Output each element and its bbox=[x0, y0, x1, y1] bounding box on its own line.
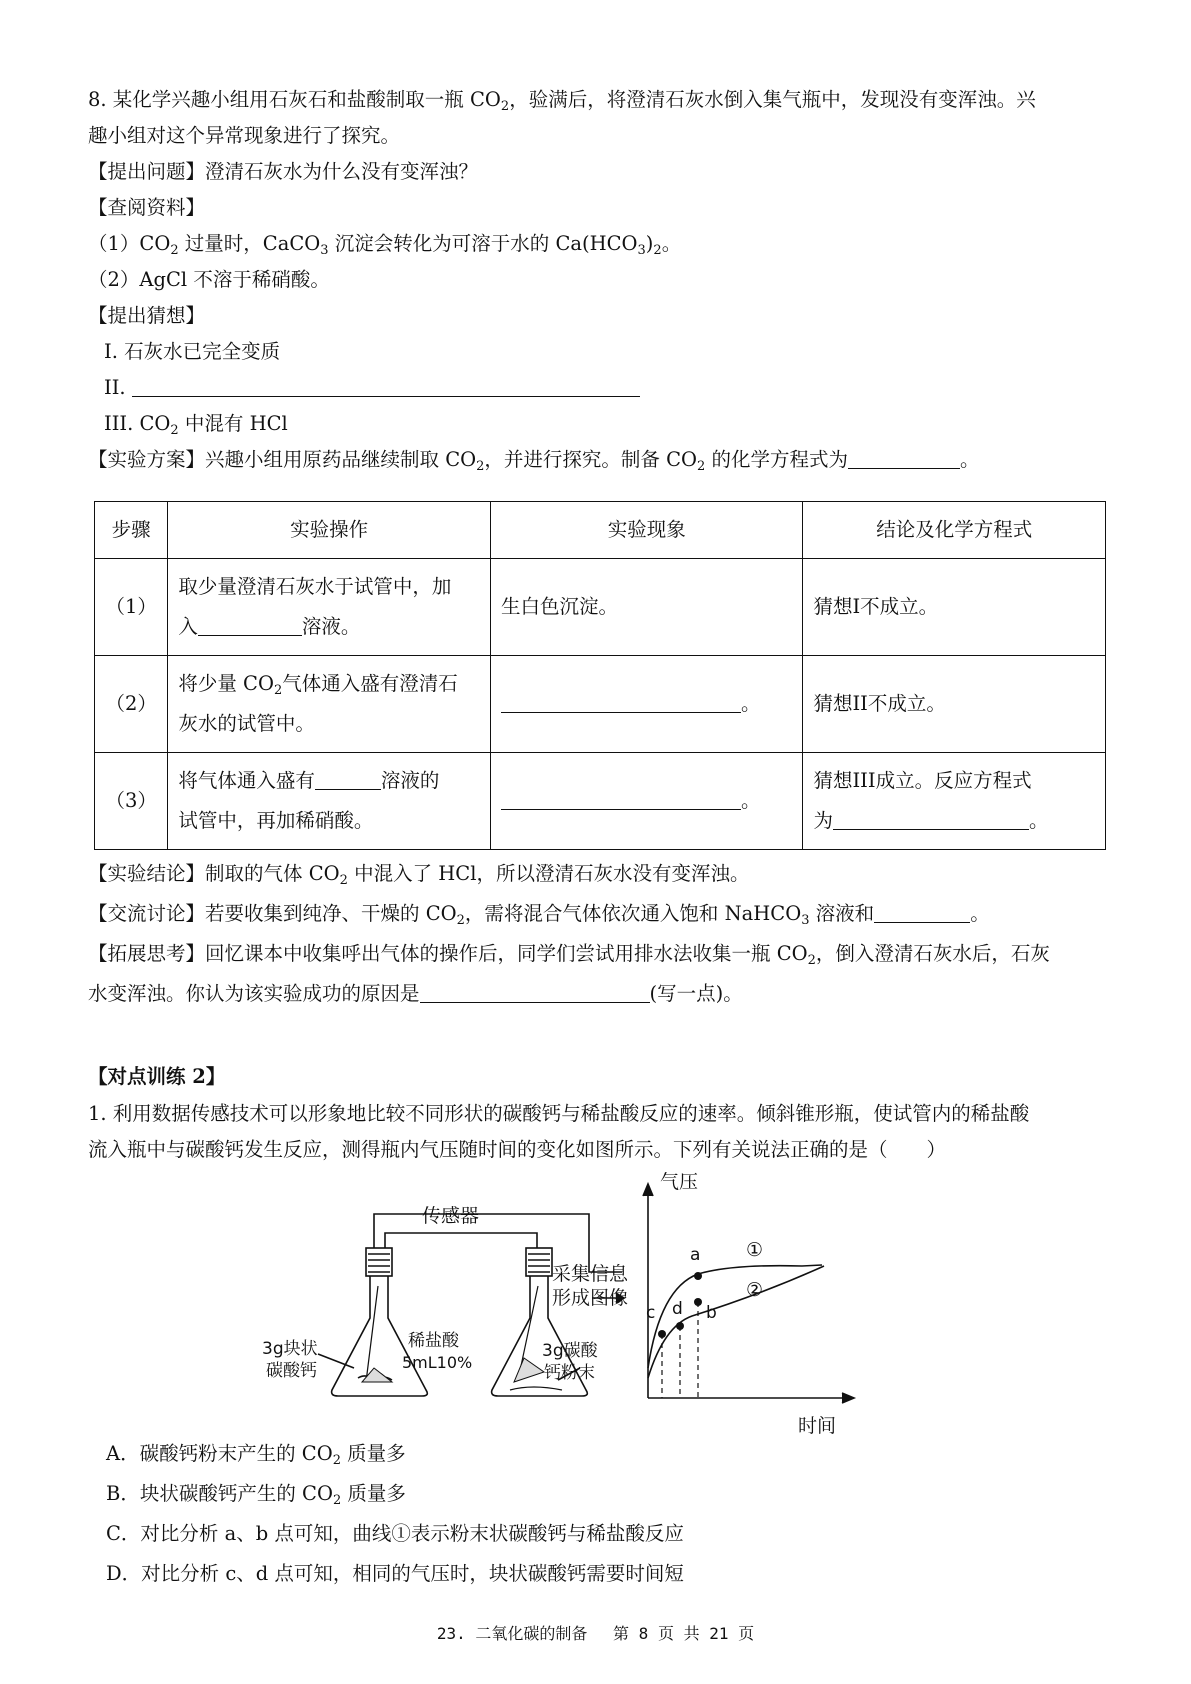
reagent-blank[interactable] bbox=[198, 615, 302, 636]
collect-label-1: 采集信息 bbox=[552, 1263, 629, 1285]
phenomenon-cell: 生白色沉淀。 bbox=[490, 559, 803, 656]
question-head: 【提出问题】澄清石灰水为什么没有变浑浊？ bbox=[88, 160, 479, 183]
q8-line1: 8. 某化学兴趣小组用石灰石和盐酸制取一瓶 $CO_2$，验满后，将澄清石灰水倒入集气瓶中，发现没有变浑浊。兴 bbox=[88, 88, 1036, 114]
training-head: 【对点训练 2】 bbox=[88, 1065, 226, 1088]
info-item-1: $(1)CO_2$ 过量时，CaCO$_3$ 沉淀会转化为可溶于水的 $Ca(HCO_3)_2$。 bbox=[88, 232, 682, 258]
point-c bbox=[658, 1330, 666, 1338]
solution-blank[interactable] bbox=[315, 769, 381, 790]
reason-blank[interactable] bbox=[420, 982, 650, 1003]
point-b-label: b bbox=[706, 1303, 717, 1323]
powder-label-1: 3g碳酸 bbox=[542, 1341, 598, 1361]
operation-cell: 取少量澄清石灰水于试管中，加 入 溶液。 bbox=[168, 559, 491, 656]
left-flask bbox=[332, 1248, 428, 1396]
point-a-label: a bbox=[690, 1245, 701, 1265]
conclusion-cell: 猜想I不成立。 bbox=[803, 559, 1106, 656]
point-d bbox=[676, 1322, 684, 1330]
acid-label-2: 5mL10% bbox=[402, 1353, 473, 1372]
guess-head: 【提出猜想】 bbox=[88, 304, 206, 327]
step-cell: （2） bbox=[95, 656, 168, 753]
powder-label-2: 钙粉末 bbox=[544, 1363, 595, 1383]
info-item-2: （2）AgCl 不溶于稀硝酸。 bbox=[88, 268, 330, 291]
operation-cell: 将气体通入盛有 溶液的 试管中，再加稀硝酸。 bbox=[168, 753, 491, 850]
point-a bbox=[694, 1272, 702, 1280]
guess-3: III. $CO_2$ 中混有 HCl bbox=[104, 412, 288, 438]
curve-1-label: ① bbox=[746, 1239, 764, 1261]
table-header-row bbox=[95, 502, 1106, 559]
discussion: 【交流讨论】若要收集到纯净、干燥的 $CO_2$，需将混合气体依次通入饱和 NaHCO$_3$ 溶液和 。 bbox=[88, 902, 990, 928]
guess-2-blank[interactable] bbox=[132, 376, 640, 397]
header-phenomenon: 实验现象 bbox=[490, 502, 803, 559]
header-step: 步骤 bbox=[95, 502, 168, 559]
conclusion-cell: 猜想III成立。反应方程式 为 。 bbox=[803, 753, 1106, 850]
experiment-conclusion: 【实验结论】制取的气体 $CO_2$ 中混入了 HCl，所以澄清石灰水没有变浑浊。 bbox=[88, 862, 750, 888]
desiccant-blank[interactable] bbox=[874, 902, 970, 923]
guess-2: II. bbox=[104, 374, 640, 402]
sensor-wire-inner bbox=[385, 1233, 537, 1248]
header-operation: 实验操作 bbox=[168, 502, 491, 559]
time-axis-label: 时间 bbox=[798, 1415, 837, 1437]
guess-1: I. 石灰水已完全变质 bbox=[104, 340, 281, 363]
option-d[interactable]: D．对比分析 c、d 点可知，相同的气压时，块状碳酸钙需要时间短 bbox=[106, 1562, 684, 1585]
header-conclusion: 结论及化学方程式 bbox=[803, 502, 1106, 559]
experiment-figure bbox=[262, 1168, 934, 1408]
step-cell: （1） bbox=[95, 559, 168, 656]
experiment-table bbox=[94, 501, 1106, 850]
table-row bbox=[95, 559, 1106, 656]
option-a[interactable]: A．碳酸钙粉末产生的 $CO_2$ 质量多 bbox=[106, 1442, 406, 1468]
curve-2 bbox=[648, 1266, 824, 1378]
point-d-label: d bbox=[672, 1299, 683, 1319]
phenomenon-blank[interactable] bbox=[501, 789, 741, 810]
left-label-leader bbox=[318, 1354, 354, 1368]
lump-label-2: 碳酸钙 bbox=[266, 1361, 317, 1381]
q8-line2: 趣小组对这个异常现象进行了探究。 bbox=[88, 124, 401, 147]
conclusion-cell: 猜想II不成立。 bbox=[803, 656, 1106, 753]
option-b[interactable]: B．块状碳酸钙产生的 $CO_2$ 质量多 bbox=[106, 1482, 406, 1508]
point-c-label: c bbox=[646, 1303, 656, 1323]
phenomenon-blank[interactable] bbox=[501, 692, 741, 713]
plan-line: 【实验方案】兴趣小组用原药品继续制取 $CO_2$，并进行探究。制备 $CO_2$ 的化学方程式为 。 bbox=[88, 448, 980, 474]
y-axis-label: 气压 bbox=[660, 1171, 699, 1193]
acid-label-1: 稀盐酸 bbox=[408, 1331, 459, 1351]
q1-line2: 流入瓶中与碳酸钙发生反应，测得瓶内气压随时间的变化如图所示。下列有关说法正确的是（ ） bbox=[88, 1138, 947, 1161]
phenomenon-cell: 。 bbox=[490, 753, 803, 850]
q1-line1: 1. 利用数据传感技术可以形象地比较不同形状的碳酸钙与稀盐酸反应的速率。倾斜锥形瓶，使试管内的稀盐酸 bbox=[88, 1102, 1030, 1125]
option-c[interactable]: C．对比分析 a、b 点可知，曲线①表示粉末状碳酸钙与稀盐酸反应 bbox=[106, 1522, 684, 1545]
table-row bbox=[95, 656, 1106, 753]
expand-line1: 【拓展思考】回忆课本中收集呼出气体的操作后，同学们尝试用排水法收集一瓶 $CO_2$，倒入澄清石灰水后，石灰 bbox=[88, 942, 1050, 968]
info-head: 【查阅资料】 bbox=[88, 196, 206, 219]
expand-line2: 水变浑浊。你认为该实验成功的原因是 (写一点)。 bbox=[88, 982, 743, 1005]
equation-blank[interactable] bbox=[848, 448, 960, 469]
point-b bbox=[694, 1298, 702, 1306]
phenomenon-cell: 。 bbox=[490, 656, 803, 753]
page-footer: 23. 二氧化碳的制备 第 8 页 共 21 页 bbox=[436, 1624, 755, 1643]
sensor-label: 传感器 bbox=[422, 1205, 480, 1227]
reaction-equation-blank[interactable] bbox=[833, 809, 1029, 830]
step-cell: （3） bbox=[95, 753, 168, 850]
table-row bbox=[95, 753, 1106, 850]
operation-cell: 将少量 $CO_2$气体通入盛有澄清石 灰水的试管中。 bbox=[168, 656, 491, 753]
curve-2-label: ② bbox=[746, 1279, 764, 1301]
collect-label-2: 形成图像 bbox=[552, 1287, 629, 1309]
lump-label-1: 3g块状 bbox=[262, 1339, 318, 1359]
